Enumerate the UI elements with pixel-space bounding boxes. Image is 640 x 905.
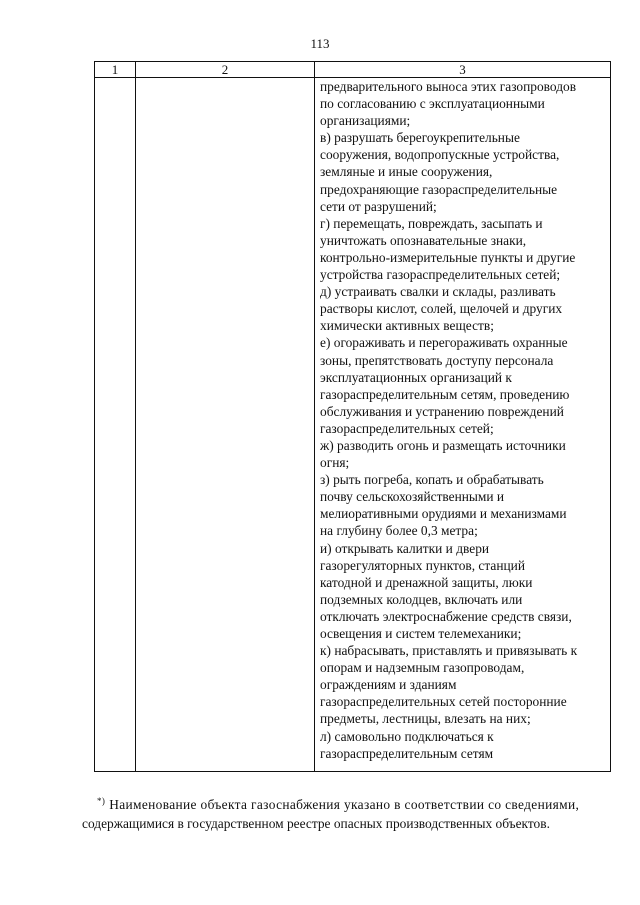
text-line: химически активных веществ; [320, 318, 494, 334]
text-line: отключать электроснабжение средств связи, [320, 608, 572, 624]
text-line: ограждениям и зданиям [320, 677, 457, 693]
text-line: д) устраивать свалки и склады, разливать [320, 284, 556, 300]
text-line: газораспределительных сетей посторонние [320, 694, 567, 710]
text-line: ж) разводить огонь и размещать источники [320, 437, 566, 453]
footnote-line-1 [82, 792, 622, 814]
document-table [94, 61, 611, 772]
text-line: на глубину более 0,3 метра; [320, 523, 478, 539]
text-line: з) рыть погреба, копать и обрабатывать [320, 472, 544, 488]
table-cell-col1 [95, 78, 136, 772]
footnote-line-2: содержащимися в государственном реестре опасных производственных объектов. [82, 816, 550, 831]
text-line: предметы, лестницы, влезать на них; [320, 711, 531, 727]
text-line: уничтожать опознавательные знаки, [320, 232, 527, 248]
text-line: подземных колодцев, включать или [320, 591, 523, 607]
table-header-row [95, 62, 611, 78]
text-line: газорегуляторных пунктов, станций [320, 557, 526, 573]
text-line: растворы кислот, солей, щелочей и других [320, 301, 563, 317]
column-header-3: 3 [315, 62, 611, 78]
column-header-2: 2 [136, 62, 315, 78]
text-line: к) набрасывать, приставлять и привязывать к [320, 643, 578, 659]
text-line: эксплуатационных организаций к [320, 369, 512, 385]
table-cell-col3 [315, 78, 611, 772]
text-line: сети от разрушений; [320, 198, 437, 214]
table-cell-col2 [136, 78, 315, 772]
footnote [82, 792, 622, 833]
text-line: газораспределительным сетям [320, 745, 494, 761]
text-line: л) самовольно подключаться к [320, 728, 494, 744]
text-line: г) перемещать, повреждать, засыпать и [320, 215, 543, 231]
text-line: освещения и систем телемеханики; [320, 626, 522, 641]
text-line: сооружения, водопропускные устройства, [320, 147, 560, 163]
text-line: обслуживания и устранению повреждений [320, 403, 564, 419]
text-line: огня; [320, 455, 350, 471]
text-line: предохраняющие газораспределительные [320, 181, 558, 197]
text-line: по согласованию с эксплуатационными [320, 96, 545, 112]
table-row [95, 78, 611, 772]
column-header-1: 1 [95, 62, 136, 78]
text-line: почву сельскохозяйственными и [320, 489, 505, 505]
text-line: зоны, препятствовать доступу персонала [320, 352, 554, 368]
text-line: земляные и иные сооружения, [320, 164, 493, 180]
prohibited-actions-text [315, 78, 610, 771]
text-line: устройства газораспределительных сетей; [320, 267, 561, 283]
text-line: организациями; [320, 113, 411, 129]
text-line: мелиоративными орудиями и механизмами [320, 506, 567, 522]
footnote-text-1: Наименование объекта газоснабжения указано в соответствии со сведениями, [109, 797, 580, 812]
text-line: катодной и дренажной защиты, люки [320, 574, 533, 590]
page-number: 113 [310, 36, 330, 51]
text-line: в) разрушать берегоукрепительные [320, 130, 520, 146]
text-line: газораспределительных сетей; [320, 420, 494, 436]
text-line: опорам и надземным газопроводам, [320, 660, 525, 676]
text-line: контрольно-измерительные пункты и другие [320, 249, 576, 265]
footnote-marker: *) [97, 796, 106, 806]
text-line: предварительного выноса этих газопроводов [320, 79, 577, 94]
text-line: е) огораживать и перегораживать охранные [320, 335, 568, 351]
text-line: газораспределительным сетям, проведению [320, 386, 570, 402]
text-line: и) открывать калитки и двери [320, 540, 490, 556]
